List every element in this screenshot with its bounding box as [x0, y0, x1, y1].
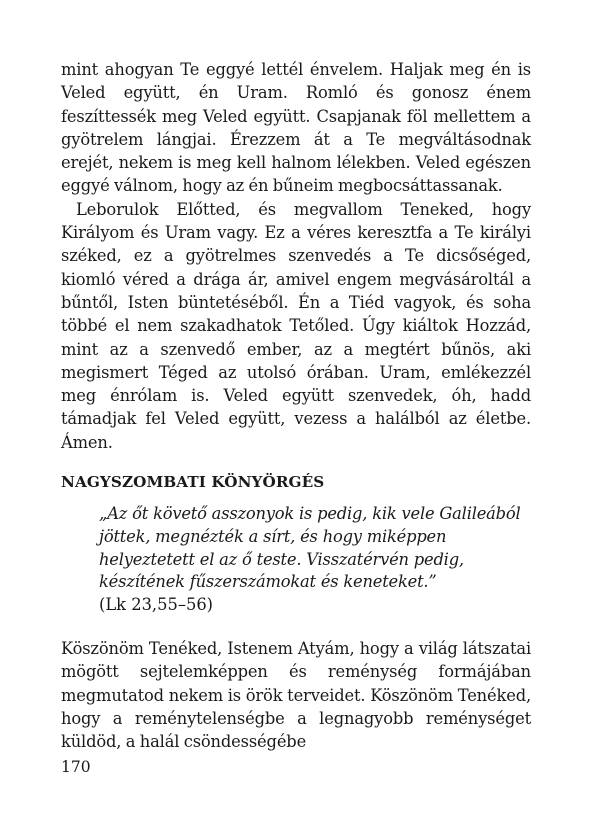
quote-text: „Az őt követő asszonyok is pedig, kik vele Galileából jöttek, megnézték a sírt, és hogy miképpen helyeztetett el az ő teste. Visszatérvén pedig, készítének fűszerszámokat és keneteket.”: [99, 504, 521, 592]
body-paragraph: Köszönöm Tenéked, Istenem Atyám, hogy a világ látszatai mögött sejtelemképpen és reménység formájában megmutatod nekem is örök terveidet. Köszönöm Tenéked, hogy a reménytelenségbe a legnagyobb reménységet küldöd, a halál csöndességébe: [61, 639, 531, 752]
scripture-quote: [99, 503, 531, 617]
section-heading: NAGYSZOMBATI KÖNYÖRGÉS: [61, 473, 325, 492]
book-page-content: [61, 58, 531, 754]
quote-reference: (Lk 23,55–56): [99, 595, 214, 615]
body-paragraph: Leborulok Előtted, és megvallom Teneked, hogy Királyom és Uram vagy. Ez a véres keresztfa a Te királyi széked, ez a gyötrelmes szenvedés a Te dicsőséged, kiomló véred a drága ár, amivel engem megvásároltál a bűntől, Isten büntetéséből. Én a Tiéd vagyok, és soha többé el nem szakadhatok Tetőled. Úgy kiáltok Hozzád, mint az a szenvedő ember, az a megtért bűnös, aki megismert Téged az utolsó órában. Uram, emlékezzél meg énrólam is. Veled együtt szenvedek, óh, hadd támadjak fel Veled együtt, vezess a halálból az életbe. Ámen.: [61, 199, 531, 452]
body-paragraph: mint ahogyan Te eggyé lettél énvelem. Haljak meg én is Veled együtt, én Uram. Romló és gonosz énem feszíttessék meg Veled együtt. Csapjanak föl mellettem a gyötrelem lángjai. Érezzem át a Te megváltásodnak erejét, nekem is meg kell halnom lélekben. Veled egészen eggyé válnom, hogy az én bűneim megbocsáttassanak.: [61, 60, 531, 196]
page-number: 170: [61, 758, 91, 776]
